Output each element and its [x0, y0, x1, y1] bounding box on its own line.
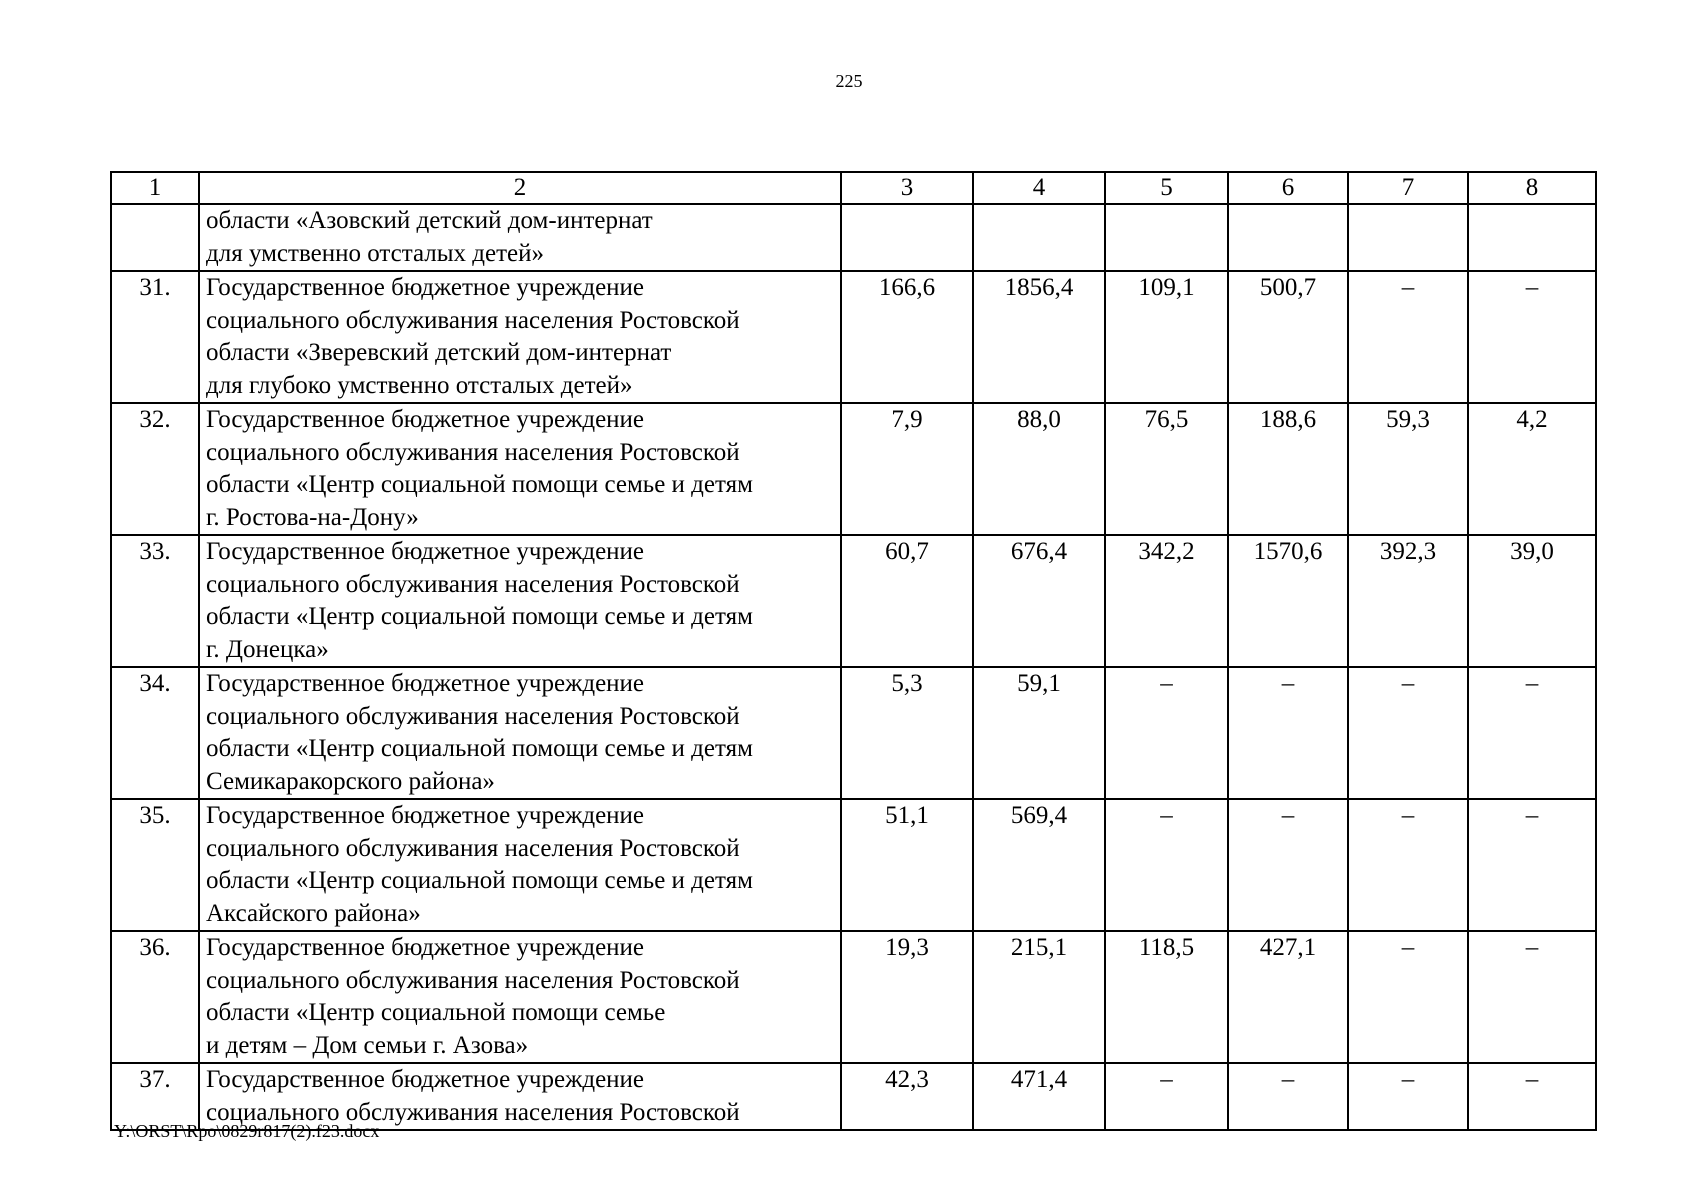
- value-cell-col-3: 5,3: [841, 667, 973, 799]
- file-path-footer: Y:\ORST\Rpo\0829r817(2).f23.docx: [114, 1121, 380, 1141]
- institution-name-line: Государственное бюджетное учреждение: [206, 274, 645, 301]
- value-cell-col-4: 215,1: [973, 931, 1105, 1063]
- institution-name-line: социального обслуживания населения Ростовской: [206, 834, 740, 862]
- table-row: [111, 799, 1596, 931]
- value-cell-col-3: 42,3: [841, 1063, 973, 1130]
- institution-name-line: Государственное бюджетное учреждение: [206, 934, 645, 961]
- institution-name-line: Государственное бюджетное учреждение: [206, 406, 645, 433]
- institution-name: [199, 535, 841, 667]
- value-cell-col-5: –: [1105, 799, 1228, 931]
- row-number: 34.: [111, 667, 199, 799]
- value-cell-col-5: 76,5: [1105, 403, 1228, 535]
- column-header: 3: [841, 172, 973, 204]
- column-header: 4: [973, 172, 1105, 204]
- value-cell-col-6: [1228, 204, 1348, 271]
- value-cell-col-8: –: [1468, 931, 1596, 1063]
- value-cell-col-6: 188,6: [1228, 403, 1348, 535]
- institution-name-line: Государственное бюджетное учреждение: [206, 670, 645, 697]
- institution-name-line: области «Зверевский детский дом-интернат: [206, 339, 672, 366]
- value-cell-col-4: [973, 204, 1105, 271]
- column-header: 2: [199, 172, 841, 204]
- institution-name-line: социального обслуживания населения Ростовской: [206, 1098, 740, 1126]
- data-table: [110, 171, 1597, 1131]
- institution-name: [199, 667, 841, 799]
- value-cell-col-6: –: [1228, 1063, 1348, 1130]
- row-number: 33.: [111, 535, 199, 667]
- value-cell-col-3: 166,6: [841, 271, 973, 403]
- table-row: [111, 1063, 1596, 1130]
- institution-name-line: социального обслуживания населения Ростовской: [206, 306, 740, 334]
- page-number: 225: [835, 71, 863, 91]
- value-cell-col-5: 109,1: [1105, 271, 1228, 403]
- column-header: 8: [1468, 172, 1596, 204]
- row-number: 35.: [111, 799, 199, 931]
- value-cell-col-6: 500,7: [1228, 271, 1348, 403]
- value-cell-col-8: 39,0: [1468, 535, 1596, 667]
- institution-name-line: Государственное бюджетное учреждение: [206, 538, 645, 565]
- institution-name-line: области «Центр социальной помощи семье и детям: [206, 603, 753, 630]
- institution-name-line: области «Центр социальной помощи семье и детям: [206, 867, 753, 894]
- institution-name-line: Семикаракорского района»: [206, 767, 495, 795]
- value-cell-col-5: 118,5: [1105, 931, 1228, 1063]
- column-header: 6: [1228, 172, 1348, 204]
- value-cell-col-7: –: [1348, 799, 1468, 931]
- value-cell-col-7: 392,3: [1348, 535, 1468, 667]
- value-cell-col-3: [841, 204, 973, 271]
- row-number: [111, 204, 199, 271]
- institution-name: [199, 1063, 841, 1130]
- value-cell-col-4: 1856,4: [973, 271, 1105, 403]
- value-cell-col-3: 60,7: [841, 535, 973, 667]
- row-number: 37.: [111, 1063, 199, 1130]
- institution-name-line: Государственное бюджетное учреждение: [206, 1066, 645, 1093]
- value-cell-col-4: 88,0: [973, 403, 1105, 535]
- value-cell-col-4: 676,4: [973, 535, 1105, 667]
- value-cell-col-7: –: [1348, 667, 1468, 799]
- institution-name: [199, 403, 841, 535]
- value-cell-col-7: –: [1348, 1063, 1468, 1130]
- column-header: 7: [1348, 172, 1468, 204]
- column-header: 1: [111, 172, 199, 204]
- institution-name: [199, 799, 841, 931]
- institution-name-line: Аксайского района»: [206, 899, 421, 927]
- value-cell-col-5: –: [1105, 1063, 1228, 1130]
- value-cell-col-8: 4,2: [1468, 403, 1596, 535]
- table-row: [111, 204, 1596, 271]
- value-cell-col-3: 51,1: [841, 799, 973, 931]
- value-cell-col-8: –: [1468, 799, 1596, 931]
- institution-name-line: и детям – Дом семьи г. Азова»: [206, 1031, 529, 1059]
- value-cell-col-4: 471,4: [973, 1063, 1105, 1130]
- row-number: 36.: [111, 931, 199, 1063]
- table-body: [111, 172, 1596, 1130]
- value-cell-col-4: 569,4: [973, 799, 1105, 931]
- value-cell-col-7: [1348, 204, 1468, 271]
- table-row: [111, 931, 1596, 1063]
- value-cell-col-6: –: [1228, 799, 1348, 931]
- value-cell-col-6: 1570,6: [1228, 535, 1348, 667]
- column-header: 5: [1105, 172, 1228, 204]
- institution-name-line: социального обслуживания населения Ростовской: [206, 570, 740, 598]
- value-cell-col-6: 427,1: [1228, 931, 1348, 1063]
- value-cell-col-7: 59,3: [1348, 403, 1468, 535]
- table-row: [111, 271, 1596, 403]
- institution-name-line: области «Центр социальной помощи семье и детям: [206, 471, 753, 498]
- value-cell-col-5: 342,2: [1105, 535, 1228, 667]
- institution-name: [199, 271, 841, 403]
- institution-name-line: г. Донецка»: [206, 635, 329, 663]
- institution-name-line: социального обслуживания населения Ростовской: [206, 702, 740, 730]
- value-cell-col-8: [1468, 204, 1596, 271]
- value-cell-col-4: 59,1: [973, 667, 1105, 799]
- table-header-row: [111, 172, 1596, 204]
- value-cell-col-7: –: [1348, 931, 1468, 1063]
- institution-name-line: области «Азовский детский дом-интернат: [206, 207, 653, 234]
- institution-name: [199, 204, 841, 271]
- table-row: [111, 667, 1596, 799]
- row-number: 31.: [111, 271, 199, 403]
- value-cell-col-6: –: [1228, 667, 1348, 799]
- institution-name-line: Государственное бюджетное учреждение: [206, 802, 645, 829]
- value-cell-col-7: –: [1348, 271, 1468, 403]
- value-cell-col-8: –: [1468, 1063, 1596, 1130]
- institution-name-line: для глубоко умственно отсталых детей»: [206, 371, 633, 399]
- institution-name-line: социального обслуживания населения Ростовской: [206, 966, 740, 994]
- institution-name-line: г. Ростова-на-Дону»: [206, 503, 419, 531]
- value-cell-col-3: 7,9: [841, 403, 973, 535]
- institution-name-line: социального обслуживания населения Ростовской: [206, 438, 740, 466]
- value-cell-col-3: 19,3: [841, 931, 973, 1063]
- value-cell-col-5: [1105, 204, 1228, 271]
- institution-name-line: области «Центр социальной помощи семье: [206, 999, 666, 1026]
- row-number: 32.: [111, 403, 199, 535]
- table-row: [111, 535, 1596, 667]
- institution-name: [199, 931, 841, 1063]
- value-cell-col-8: –: [1468, 667, 1596, 799]
- value-cell-col-5: –: [1105, 667, 1228, 799]
- institution-name-line: области «Центр социальной помощи семье и детям: [206, 735, 753, 762]
- table-row: [111, 403, 1596, 535]
- value-cell-col-8: –: [1468, 271, 1596, 403]
- institution-name-line: для умственно отсталых детей»: [206, 239, 545, 267]
